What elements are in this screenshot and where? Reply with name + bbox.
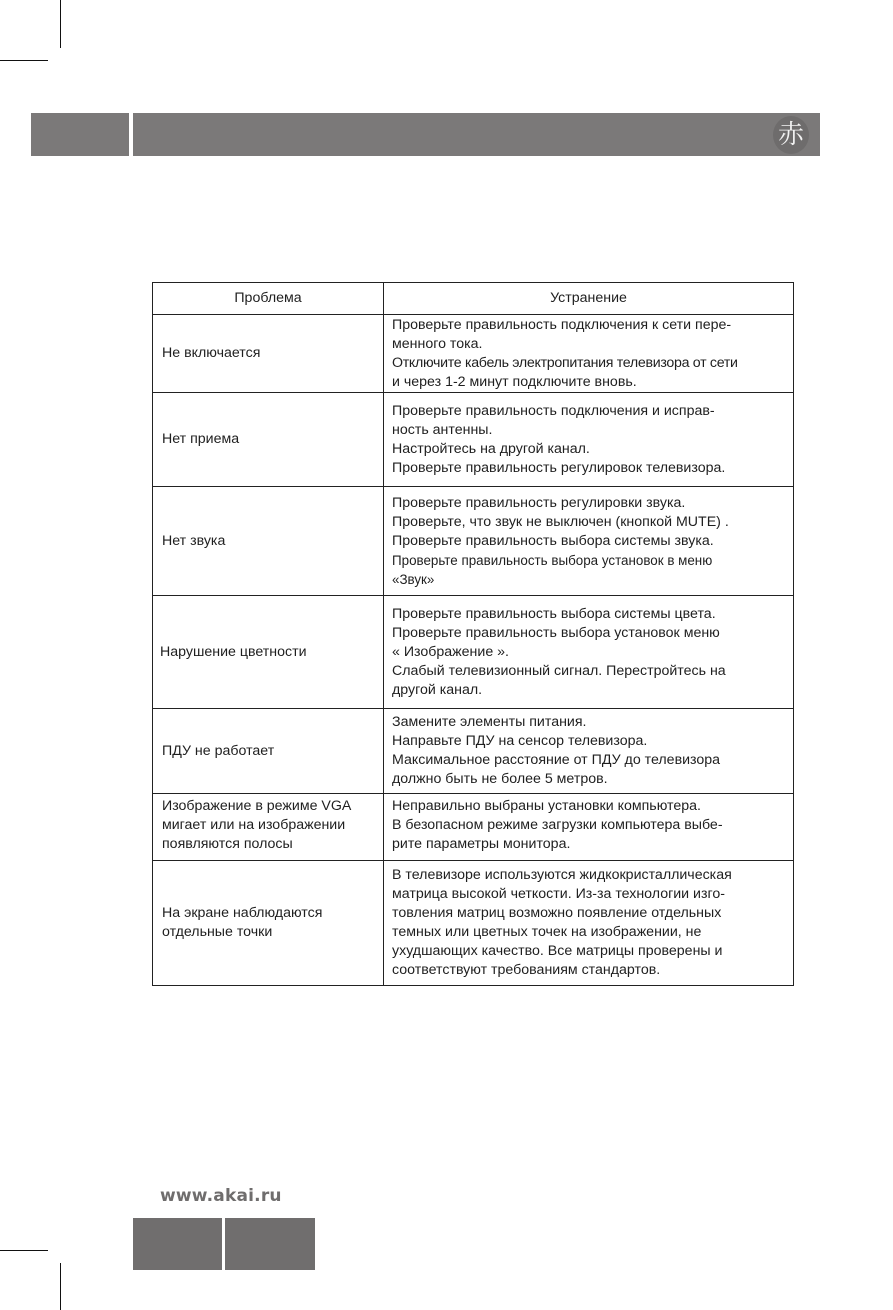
solution-line: Максимальное расстояние от ПДУ до телевизора [392,752,721,768]
solution-line: Настройтесь на другой канал. [392,440,590,457]
table-header-row [153,283,794,315]
solution-line: Отключите кабель электропитания телевизора от сети [392,354,738,371]
solution-line: Проверьте правильность выбора установок в меню [392,552,713,568]
solution-line: «Звук» [392,571,435,587]
header-left-block [31,113,129,156]
solution-line: Неправильно выбраны установки компьютера. [392,798,701,814]
problem-cell [153,596,384,709]
solution-line: Проверьте правильность выбора системы цвета. [392,605,716,622]
solution-cell [384,596,794,709]
solution-line: Замените элементы питания. [392,714,587,730]
crop-mark-top-horizontal [0,60,48,61]
solution-cell [384,487,794,596]
akai-emblem-icon: 赤 [773,116,809,154]
problem-text: Нет приема [162,431,240,447]
column-header-solution: Устранение [384,283,794,315]
column-header-problem: Проблема [153,283,384,315]
problem-cell [153,794,384,861]
crop-mark-bottom-vertical [60,1263,61,1310]
solution-line: рите параметры монитора. [392,836,571,852]
problem-text: Не включается [162,345,261,361]
solution-line: Проверьте правильность подключения к сети пере- [392,316,732,333]
problem-cell [153,861,384,986]
table-row [153,596,794,709]
solution-line: Направьте ПДУ на сенсор телевизора. [392,733,648,749]
solution-line: ность антенны. [392,421,493,438]
table-row [153,709,794,794]
troubleshooting-table [152,282,794,986]
problem-text: отдельные точки [162,924,273,940]
solution-line: Слабый телевизионный сигнал. Перестройтесь на [392,662,726,679]
crop-mark-top-vertical [60,0,61,48]
solution-line: товления матриц возможно появление отдельных [392,905,722,921]
problem-cell [153,709,384,794]
solution-line: ухудшающих качество. Все матрицы проверены и [392,943,723,959]
solution-line: и через 1-2 минут подключите вновь. [392,373,637,390]
solution-cell [384,794,794,861]
problem-cell [153,393,384,487]
crop-mark-bottom-horizontal [0,1250,48,1251]
footer-page-block-right [225,1218,315,1270]
problem-text: Нарушение цветности [160,643,307,660]
problem-text: Изображение в режиме VGA [162,798,352,814]
solution-line: соответствуют требованиям стандартов. [392,962,661,978]
solution-line: « Изображение ». [392,643,509,660]
footer-page-block-left [133,1218,222,1270]
solution-cell [384,861,794,986]
table-row [153,861,794,986]
solution-line: другой канал. [392,681,483,698]
solution-cell [384,393,794,487]
solution-cell [384,709,794,794]
problem-cell [153,487,384,596]
problem-text: ПДУ не работает [162,742,275,759]
problem-text: Нет звука [162,532,226,549]
problem-text: появляются полосы [162,836,293,852]
table-row [153,393,794,487]
solution-line: Проверьте правильность подключения и исправ- [392,402,715,419]
header-bar [133,113,820,156]
solution-line: Проверьте правильность регулировок телевизора. [392,459,726,476]
table-row [153,487,794,596]
table-row [153,315,794,393]
problem-text: На экране наблюдаются [162,905,323,921]
solution-line: должно быть не более 5 метров. [392,771,608,787]
solution-cell [384,315,794,393]
table-row [153,794,794,861]
problem-cell [153,315,384,393]
solution-line: матрица высокой четкости. Из-за технологии изго- [392,886,725,902]
problem-text: мигает или на изображении [162,817,346,833]
solution-line: В телевизоре используются жидкокристаллическая [392,867,732,883]
solution-line: Проверьте правильность регулировки звука. [392,494,686,511]
solution-line: Проверьте правильность выбора системы звука. [392,532,714,549]
solution-line: темных или цветных точек на изображении, не [392,924,702,940]
website-url[interactable]: www.akai.ru [160,1186,282,1206]
solution-line: Проверьте правильность выбора установок меню [392,624,720,641]
solution-line: В безопасном режиме загрузки компьютера выбе- [392,817,723,833]
solution-line: менного тока. [392,335,483,352]
solution-line: Проверьте, что звук не выключен (кнопкой MUTE) . [392,513,729,530]
